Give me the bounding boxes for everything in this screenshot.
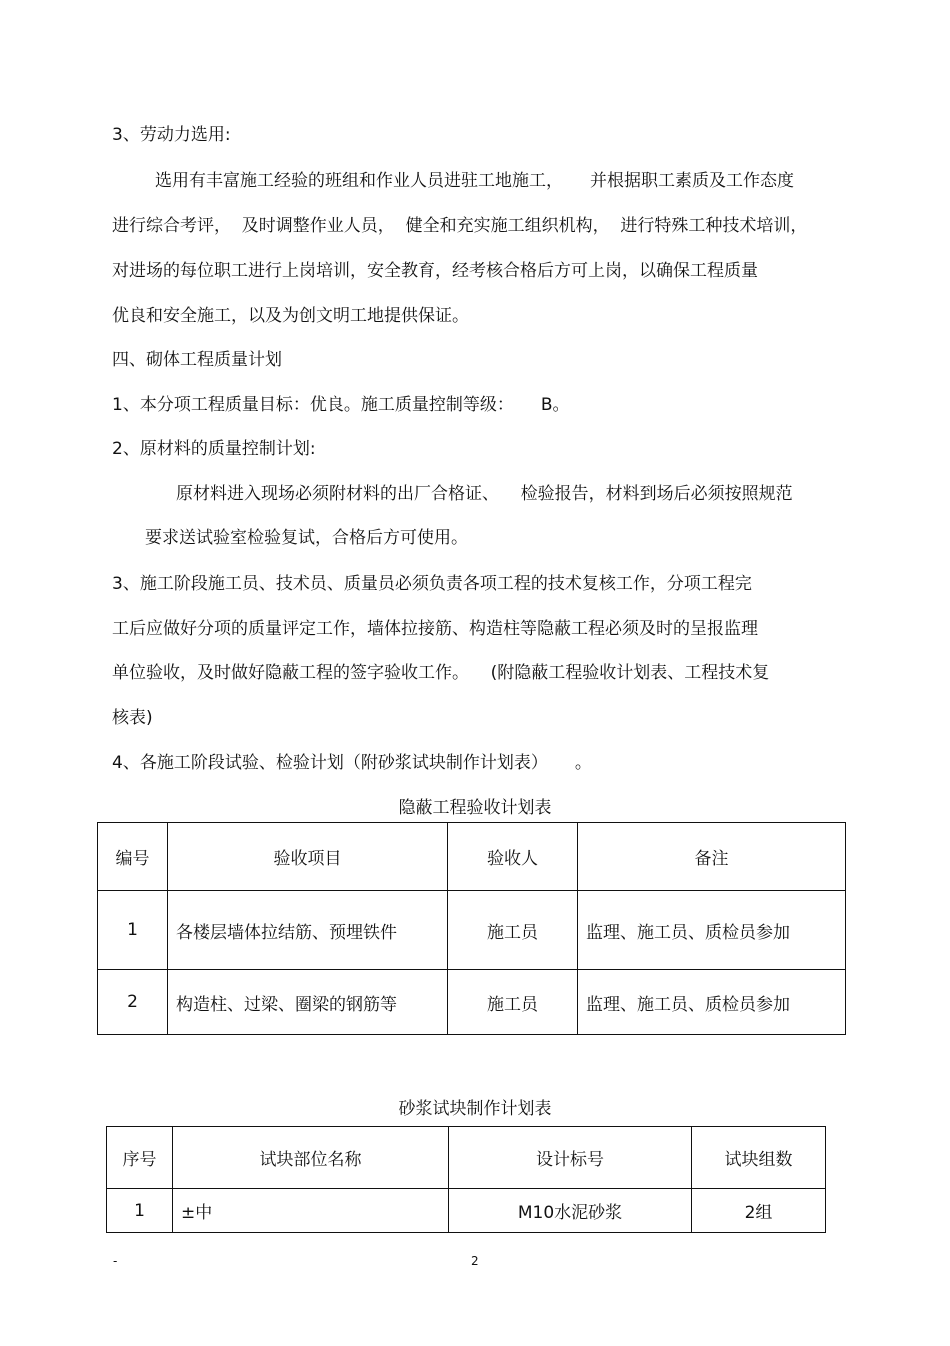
paragraph-material-heading: 2、原材料的质量控制计划: (112, 439, 316, 459)
paragraph-construction-line-2: 工后应做好分项的质量评定工作，墙体拉接筋、构造柱等隐蔽工程必须及时的呈报监理 (112, 619, 758, 639)
page-number: 2 (471, 1254, 479, 1268)
footer-left-mark: - (113, 1254, 118, 1268)
table-header-cell: 试块部位名称 (173, 1127, 449, 1189)
table-header-cell: 验收项目 (168, 823, 448, 891)
table-cell: 各楼层墙体拉结筋、预埋铁件 (168, 891, 448, 970)
table2-caption: 砂浆试块制作计划表 (398, 1099, 552, 1119)
table-cell: M10水泥砂浆 (449, 1189, 692, 1233)
table1-caption: 隐蔽工程验收计划表 (398, 798, 552, 818)
table-cell: 监理、施工员、质检员参加 (578, 970, 846, 1035)
paragraph-construction-line-4: 核表) (112, 708, 153, 728)
table-header-cell: 编号 (98, 823, 168, 891)
paragraph-test-plan: 4、各施工阶段试验、检验计划（附砂浆试块制作计划表） 。 (112, 753, 592, 773)
paragraph-labor-line-2: 进行综合考评， 及时调整作业人员， 健全和充实施工组织机构， 进行特殊工种技术培训， (112, 216, 808, 236)
table-header-cell: 试块组数 (692, 1127, 826, 1189)
paragraph-quality-target: 1、本分项工程质量目标：优良。施工质量控制等级： B。 (112, 395, 570, 415)
table-header-row (107, 1127, 826, 1189)
table-row (98, 891, 846, 970)
table-cell: 1 (98, 891, 168, 970)
paragraph-material-line-2: 要求送试验室检验复试，合格后方可使用。 (145, 528, 468, 548)
table-cell: 1 (107, 1189, 173, 1233)
table-cell: 构造柱、过梁、圈梁的钢筋等 (168, 970, 448, 1035)
paragraph-labor-line-1: 选用有丰富施工经验的班组和作业人员进驻工地施工， 并根据职工素质及工作态度 (155, 171, 795, 191)
table-header-cell: 验收人 (448, 823, 578, 891)
paragraph-labor-line-4: 优良和安全施工，以及为创文明工地提供保证。 (112, 306, 469, 326)
table-cell: 2组 (692, 1189, 826, 1233)
hidden-works-acceptance-table (97, 822, 846, 1035)
section-heading-masonry-quality: 四、砌体工程质量计划 (112, 350, 282, 370)
table-cell: ±中 (173, 1189, 449, 1233)
mortar-test-block-table (106, 1126, 826, 1233)
table-header-row (98, 823, 846, 891)
paragraph-construction-line-1: 3、施工阶段施工员、技术员、质量员必须负责各项工程的技术复核工作，分项工程完 (112, 574, 752, 594)
table-header-cell: 序号 (107, 1127, 173, 1189)
paragraph-labor-line-3: 对进场的每位职工进行上岗培训，安全教育，经考核合格后方可上岗，以确保工程质量 (112, 261, 758, 281)
paragraph-material-line-1: 原材料进入现场必须附材料的出厂合格证、 检验报告，材料到场后必须按照规范 (176, 484, 793, 504)
table-cell: 监理、施工员、质检员参加 (578, 891, 846, 970)
paragraph-labor-heading: 3、劳动力选用: (112, 125, 231, 145)
table-cell: 2 (98, 970, 168, 1035)
table-row (98, 970, 846, 1035)
table-cell: 施工员 (448, 970, 578, 1035)
table-row (107, 1189, 826, 1233)
table-header-cell: 设计标号 (449, 1127, 692, 1189)
table-cell: 施工员 (448, 891, 578, 970)
paragraph-construction-line-3: 单位验收，及时做好隐蔽工程的签字验收工作。 (附隐蔽工程验收计划表、工程技术复 (112, 663, 770, 683)
table-header-cell: 备注 (578, 823, 846, 891)
